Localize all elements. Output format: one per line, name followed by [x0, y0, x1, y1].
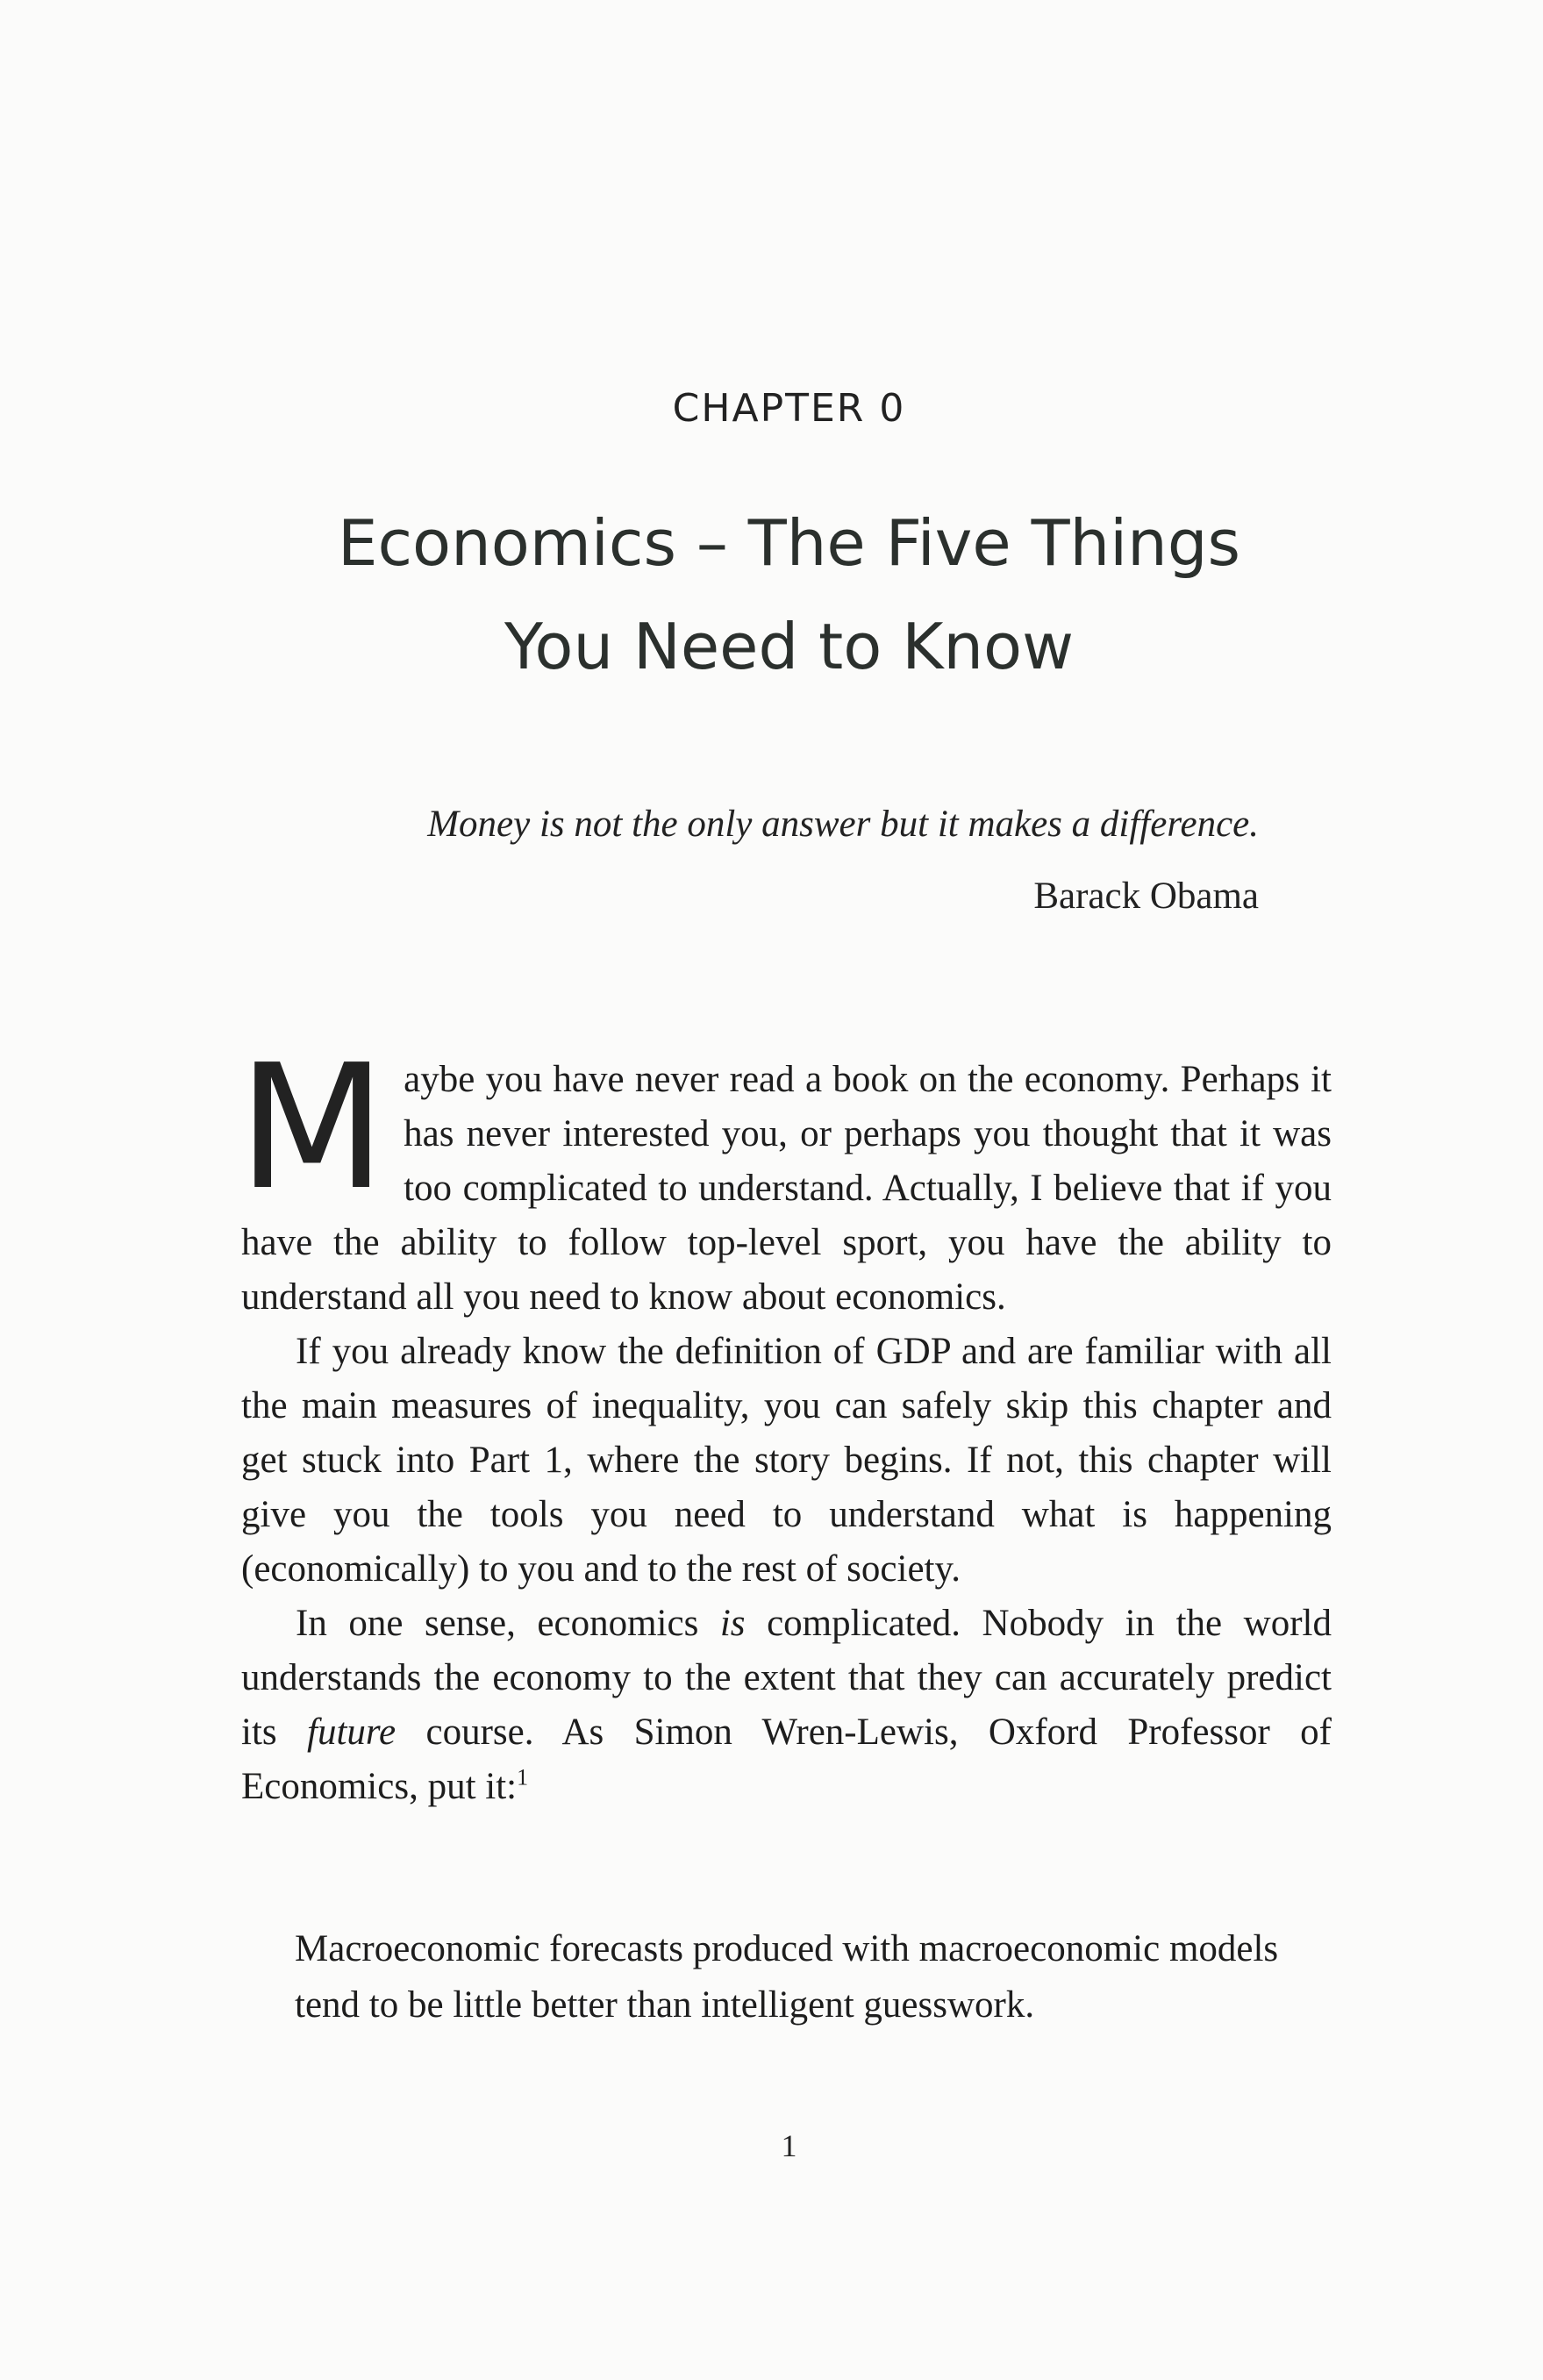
epigraph-quote: Money is not the only answer but it makes a difference. — [427, 804, 1259, 845]
paragraph-3-text-c: course. As Simon Wren-Lewis, Oxford Professor of Economics, put it: — [241, 1712, 1332, 1807]
paragraph-3-text-b: complicated. Nobody in the world understands the economy to the extent that they can accurately predict its — [241, 1603, 1332, 1753]
paragraph-1 — [238, 1028, 1332, 1325]
paragraph-3 — [241, 1597, 1332, 1814]
paragraph-3-emphasis-is: is — [719, 1603, 746, 1644]
chapter-label: CHAPTER 0 — [672, 386, 906, 431]
paragraph-2: If you already know the definition of GDP and are familiar with all the main measures of inequality, you can safely skip this chapter and get stuck into Part 1, where the story begins. If not, this chapter will give you the tools you need to understand what is happening (economically) to you and to the rest of society. — [241, 1331, 1332, 1590]
paragraph-3-emphasis-future: future — [307, 1712, 396, 1753]
drop-cap: M — [238, 1028, 387, 1228]
footnote-marker[interactable]: 1 — [517, 1764, 529, 1790]
paragraph-3-text-a: In one sense, economics — [296, 1603, 720, 1644]
body-text — [238, 1028, 1332, 1814]
chapter-title — [0, 491, 1543, 698]
chapter-title-line-2: You Need to Know — [504, 610, 1074, 683]
epigraph — [298, 798, 1263, 923]
block-quote: Macroeconomic forecasts produced with macroeconomic models tend to be little better than intelligent guesswork. — [295, 1928, 1279, 2026]
epigraph-author: Barack Obama — [1033, 876, 1259, 917]
paragraph-1-text: aybe you have never read a book on the economy. Perhaps it has never interested you, or perhaps you thought that it was too complicated to understand. Actually, I believe that if you have the ability to follow top-level sport, you have the ability to understand all you need to know about economics. — [241, 1059, 1332, 1318]
page-number: 1 — [781, 2128, 797, 2163]
chapter-title-line-1: Economics – The Five Things — [337, 506, 1241, 580]
